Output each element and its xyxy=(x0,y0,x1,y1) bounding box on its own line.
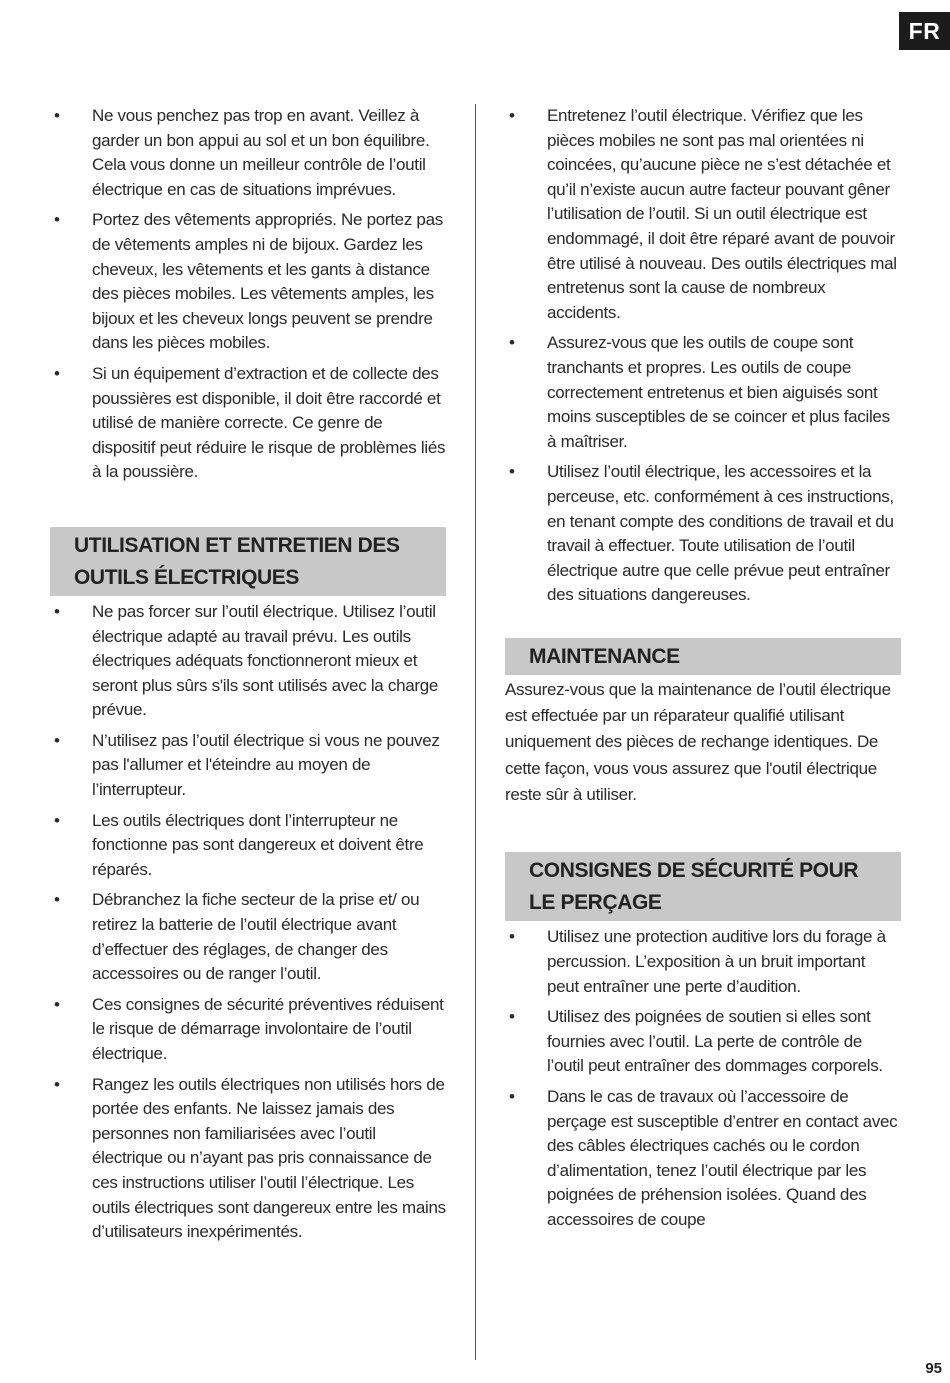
left-column xyxy=(50,104,446,1251)
section-heading-maintenance: MAINTENANCE xyxy=(505,638,901,675)
bullet-icon: • xyxy=(54,106,60,125)
bullet-list-top-left xyxy=(50,104,446,485)
bullet-list-drilling xyxy=(505,925,901,1232)
bullet-icon: • xyxy=(54,601,60,621)
bullet-icon: • xyxy=(54,210,60,230)
bullet-icon: • xyxy=(54,363,60,383)
bullet-list-top-right xyxy=(505,104,901,608)
list-item: • Utilisez des poignées de soutien si elles sont fournies avec l’outil. La perte de contrôle de l’outil peut entraîner des dommages corporels. xyxy=(509,1007,883,1076)
bullet-icon: • xyxy=(509,106,515,125)
bullet-icon: • xyxy=(54,890,60,910)
bullet-list-tool-use xyxy=(50,600,446,1245)
list-item: • Ne pas forcer sur l’outil électrique. Utilisez l’outil électrique adapté au travail prévu. Les outils électriques adéquats fonctionneront mieux et seront plus sûrs s'ils sont utilisés avec la charge prévue. xyxy=(54,601,439,720)
list-item: • Si un équipement d’extraction et de collecte des poussières est disponible, il doit être raccordé et utilisé de manière correcte. Ce genre de dispositif peut réduire le risque de problèmes liés à la poussière. xyxy=(54,363,446,482)
section-heading-drilling: CONSIGNES DE SÉCURITÉ POUR LE PERÇAGE xyxy=(505,852,901,921)
language-tab: FR xyxy=(899,12,950,50)
bullet-icon: • xyxy=(54,1074,60,1094)
bullet-icon: • xyxy=(509,462,515,482)
bullet-icon: • xyxy=(509,1007,515,1027)
bullet-icon: • xyxy=(509,1086,515,1106)
bullet-icon: • xyxy=(54,810,60,830)
list-item: • Ces consignes de sécurité préventives réduisent le risque de démarrage involontaire de l’outil électrique. xyxy=(54,994,444,1063)
list-item: • Assurez-vous que les outils de coupe sont tranchants et propres. Les outils de coupe correctement entretenus et bien aiguisés sont moins susceptibles de se coincer et plus faciles à maîtriser. xyxy=(509,333,890,451)
maintenance-paragraph: Assurez-vous que la maintenance de l’outil électrique est effectuée par un réparateur qualifié utilisant uniquement des pièces de rechange identiques. De cette façon, vous vous assurez que l'outil électrique reste sûr à utiliser. xyxy=(505,679,891,805)
column-divider xyxy=(475,104,476,1360)
list-item: • Utilisez l’outil électrique, les accessoires et la perceuse, etc. conformément à ces instructions, en tenant compte des conditions de travail et du travail à effectuer. Toute utilisation de l’outil électrique autre que celle prévue peut entraîner des situations dangereuses. xyxy=(509,462,894,605)
section-heading-tool-use: UTILISATION ET ENTRETIEN DES OUTILS ÉLECTRIQUES xyxy=(50,527,446,596)
list-item: • Utilisez une protection auditive lors du forage à percussion. L’exposition à un bruit important peut entraîner une perte d’audition. xyxy=(509,927,886,996)
list-item: • Rangez les outils électriques non utilisés hors de portée des enfants. Ne laissez jamais des personnes non familiarisées avec l’outil électrique ou n’ayant pas pris connaissance de ces instructions utiliser l’outil l’électrique. Les outils électriques sont dangereux entre les mains d’utilisateurs inexpérimentés. xyxy=(54,1074,446,1242)
right-column xyxy=(505,104,901,1238)
bullet-icon: • xyxy=(54,730,60,750)
list-item: • Les outils électriques dont l’interrupteur ne fonctionne pas sont dangereux et doivent être réparés. xyxy=(54,810,424,879)
list-item: • Ne vous penchez pas trop en avant. Veillez à garder un bon appui au sol et un bon équilibre. Cela vous donne un meilleur contrôle de l’outil électrique en cas de situations imprévues. xyxy=(54,106,430,199)
bullet-icon: • xyxy=(509,927,515,947)
bullet-icon: • xyxy=(509,333,515,353)
page-number: 95 xyxy=(925,1360,942,1377)
bullet-icon: • xyxy=(54,994,60,1014)
list-item: • Entretenez l’outil électrique. Vérifiez que les pièces mobiles ne sont pas mal orientées ni coincées, qu’aucune pièce ne s’est détachée et qu’il n’existe aucun autre facteur pouvant gêner l’utilisation de l’outil. Si un outil électrique est endommagé, il doit être réparé avant de pouvoir être utilisé à nouveau. Des outils électriques mal entretenus sont la cause de nombreux accidents. xyxy=(509,106,897,322)
list-item: • Portez des vêtements appropriés. Ne portez pas de vêtements amples ni de bijoux. Gardez les cheveux, les vêtements et les gants à distance des pièces mobiles. Les vêtements amples, les bijoux et les cheveux longs peuvent se prendre dans les pièces mobiles. xyxy=(54,210,443,353)
list-item: • Débranchez la fiche secteur de la prise et/ ou retirez la batterie de l’outil électrique avant d’effectuer des réglages, de changer des accessoires ou de ranger l’outil. xyxy=(54,890,420,984)
list-item: • N’utilisez pas l’outil électrique si vous ne pouvez pas l'allumer et l'éteindre au moyen de l’interrupteur. xyxy=(54,730,440,800)
list-item: • Dans le cas de travaux où l’accessoire de perçage est susceptible d’entrer en contact avec des câbles électriques cachés ou le cordon d’alimentation, tenez l’outil électrique par les poignées de préhension isolées. Quand des accessoires de coupe xyxy=(509,1086,898,1229)
